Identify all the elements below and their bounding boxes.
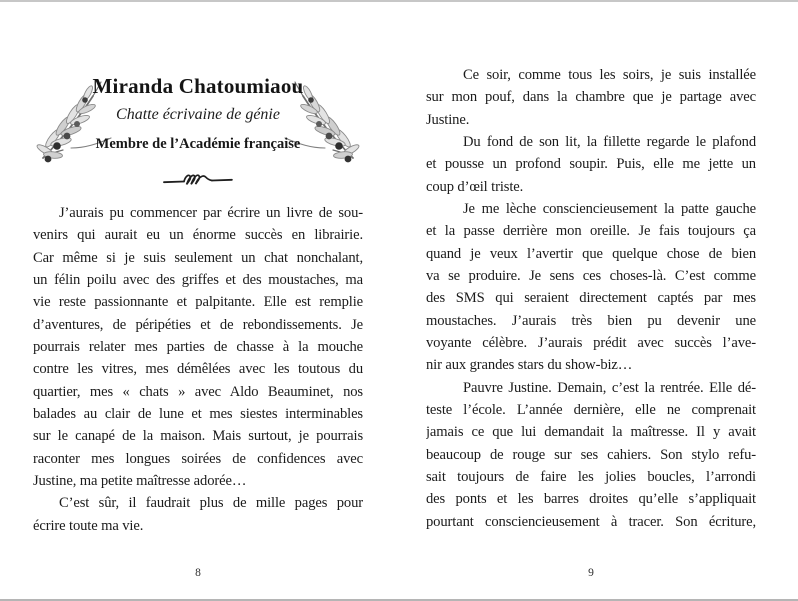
text-line: et pousse un profond soupir. Puis, elle me jette un xyxy=(426,156,756,173)
text-line: voyante célèbre. J’aurais prédit avec succès l’ave- xyxy=(426,334,756,351)
text-line: pourtant consciencieusement à tracer. Son écriture, xyxy=(426,513,756,530)
text-line: balades au clair de lune et mes siestes interminables xyxy=(33,405,363,422)
text-line: sait toujours de faire les jolies boucles, l’arrondi xyxy=(426,468,756,485)
text-line: un félin poilu avec des griffes et des moustaches, ma xyxy=(33,271,363,288)
text-line: sur le canapé de la maison. Mais surtout, je pourrais xyxy=(33,428,363,445)
text-line: teste l’école. L’année dernière, elle ne comprenait xyxy=(426,401,756,418)
text-line: d’aventures, de péripéties et de rebondissements. Je xyxy=(33,316,363,333)
right-page-body xyxy=(426,64,756,533)
text-line: coup d’œil triste. xyxy=(426,178,524,195)
text-line: quartier, mes « chats » avec Aldo Beauminet, nos xyxy=(33,383,363,400)
text-line: quand je veux l’avertir que quelque chose de bien xyxy=(426,245,756,262)
author-affiliation: Membre de l’Académie française xyxy=(95,136,301,152)
author-name: Miranda Chatoumiaou xyxy=(92,74,304,98)
text-line: nir aux grandes stars du show-biz… xyxy=(426,357,633,374)
text-line: jamais ce que lui demandait la maîtresse. Il y avait xyxy=(426,424,756,441)
text-line: pourrais relater mes parties de chasse à la mouche xyxy=(33,338,363,355)
author-role: Chatte écrivaine de génie xyxy=(116,106,280,123)
right-page xyxy=(426,0,756,601)
left-page-body xyxy=(33,202,363,537)
text-line: beaucoup de rouge sur ses cahiers. Son stylo refu- xyxy=(426,446,756,463)
text-line: des SMS qui seraient directement captés par mes xyxy=(426,290,756,307)
page-number-left: 8 xyxy=(195,567,201,579)
text-line: Ce soir, comme tous les soirs, je suis installée xyxy=(463,67,756,83)
text-line: Du fond de son lit, la fillette regarde le plafond xyxy=(463,133,756,150)
text-line: venirs qui aurait eu un énorme succès en librairie. xyxy=(33,227,363,244)
section-divider-icon xyxy=(163,171,234,194)
text-line: contre les vitres, mes démêlées avec les toutous du xyxy=(33,361,363,378)
text-line: Justine, ma petite maîtresse adorée… xyxy=(33,472,247,489)
text-line: moustaches. J’aurais très bien pu devenir une xyxy=(426,312,756,329)
text-line: raconter mes longues soirées de confidences avec xyxy=(33,450,363,467)
text-line: écrire toute ma vie. xyxy=(33,517,144,534)
page-number-right: 9 xyxy=(588,567,594,579)
text-line: Justine. xyxy=(426,111,470,128)
text-line: Car même si je suis seulement un chat nonchalant, xyxy=(33,249,363,266)
left-page xyxy=(33,0,363,601)
text-line: Pauvre Justine. Demain, c’est la rentrée. Elle dé- xyxy=(463,379,756,396)
text-line: J’aurais pu commencer par écrire un livre de sou- xyxy=(59,205,363,221)
text-line: C’est sûr, il faudrait plus de mille pages pour xyxy=(59,495,363,512)
text-line: des ponts et les barres droites qu’elle s’appliquait xyxy=(426,491,756,508)
text-line: va se produire. Je sens ces choses-là. C’est comme xyxy=(426,267,756,284)
text-line: sur mon pouf, dans la chambre que je partage avec xyxy=(426,89,756,106)
text-line: vie reste passionnante et palpitante. Elle est remplie xyxy=(33,294,363,311)
text-line: et la passe derrière mon oreille. Je fais toujours ça xyxy=(426,223,756,240)
text-line: Je me lèche consciencieusement la patte gauche xyxy=(463,200,756,217)
